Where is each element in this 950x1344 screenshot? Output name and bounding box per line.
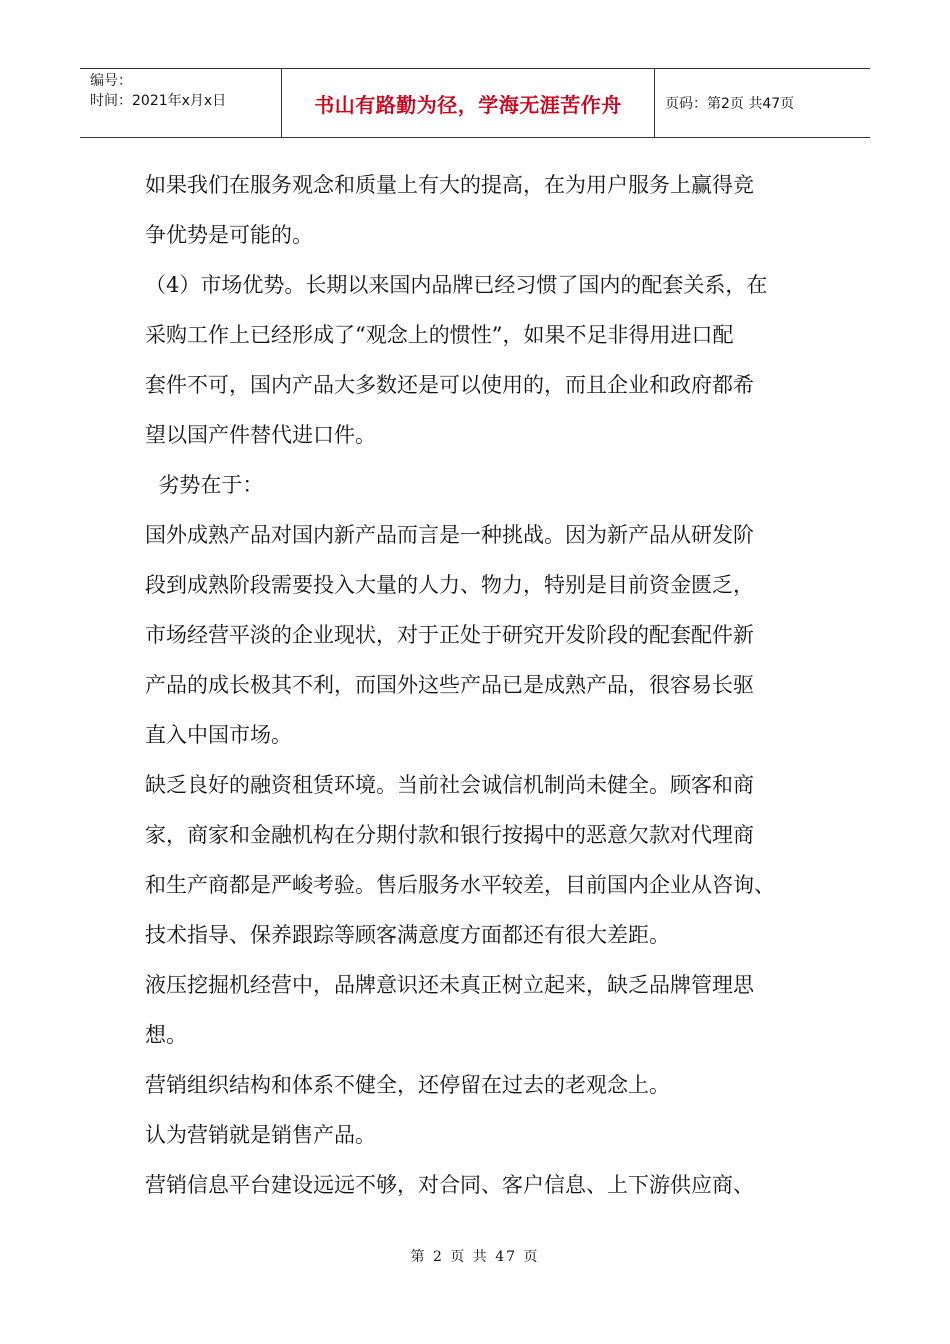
body-line: 营销组织结构和体系不健全，还停留在过去的老观念上。 [145, 1073, 670, 1097]
body-line: 如果我们在服务观念和质量上有大的提高，在为用户服务上赢得竞 [145, 173, 754, 197]
page-header [80, 68, 870, 138]
body-line: 技术指导、保养跟踪等顾客满意度方面都还有很大差距。 [145, 923, 670, 947]
document-number-label: 编号： [90, 73, 132, 89]
body-line: 市场经营平淡的企业现状，对于正处于研究开发阶段的配套配件新 [145, 623, 754, 647]
body-line: 采购工作上已经形成了“观念上的惯性”，如果不足非得用进口配 [145, 323, 734, 347]
body-line: 液压挖掘机经营中，品牌意识还未真正树立起来，缺乏品牌管理思 [145, 973, 754, 997]
body-line: 段到成熟阶段需要投入大量的人力、物力，特别是目前资金匮乏， [145, 573, 754, 597]
body-line: 争优势是可能的。 [145, 223, 313, 247]
body-line: 国外成熟产品对国内新产品而言是一种挑战。因为新产品从研发阶 [145, 523, 754, 547]
body-line: 直入中国市场。 [145, 723, 292, 747]
body-line: 望以国产件替代进口件。 [145, 423, 376, 447]
body-line: （4）市场优势。长期以来国内品牌已经习惯了国内的配套关系，在 [145, 273, 768, 297]
document-body [145, 160, 825, 1210]
body-line: 产品的成长极其不利，而国外这些产品已是成熟产品，很容易长驱 [145, 673, 754, 697]
body-line: 缺乏良好的融资租赁环境。当前社会诚信机制尚未健全。顾客和商 [145, 773, 754, 797]
header-meta [80, 69, 282, 137]
document-date: 时间：2021年x月x日 [90, 93, 227, 109]
body-line: 想。 [145, 1023, 187, 1047]
page-footer: 第 2 页 共 47 页 [410, 1249, 540, 1265]
body-line: 套件不可，国内产品大多数还是可以使用的，而且企业和政府都希 [145, 373, 754, 397]
header-page-info: 页码：第2页 共47页 [665, 96, 795, 112]
body-line: 家，商家和金融机构在分期付款和银行按揭中的恶意欠款对代理商 [145, 823, 754, 847]
header-motto: 书山有路勤为径，学海无涯苦作舟 [282, 69, 655, 137]
body-line: 和生产商都是严峻考验。售后服务水平较差，目前国内企业从咨询、 [145, 873, 775, 897]
body-line: 认为营销就是销售产品。 [145, 1123, 376, 1147]
section-heading-weaknesses: 劣势在于： [145, 473, 264, 497]
body-line: 营销信息平台建设远远不够，对合同、客户信息、上下游供应商、 [145, 1173, 754, 1197]
